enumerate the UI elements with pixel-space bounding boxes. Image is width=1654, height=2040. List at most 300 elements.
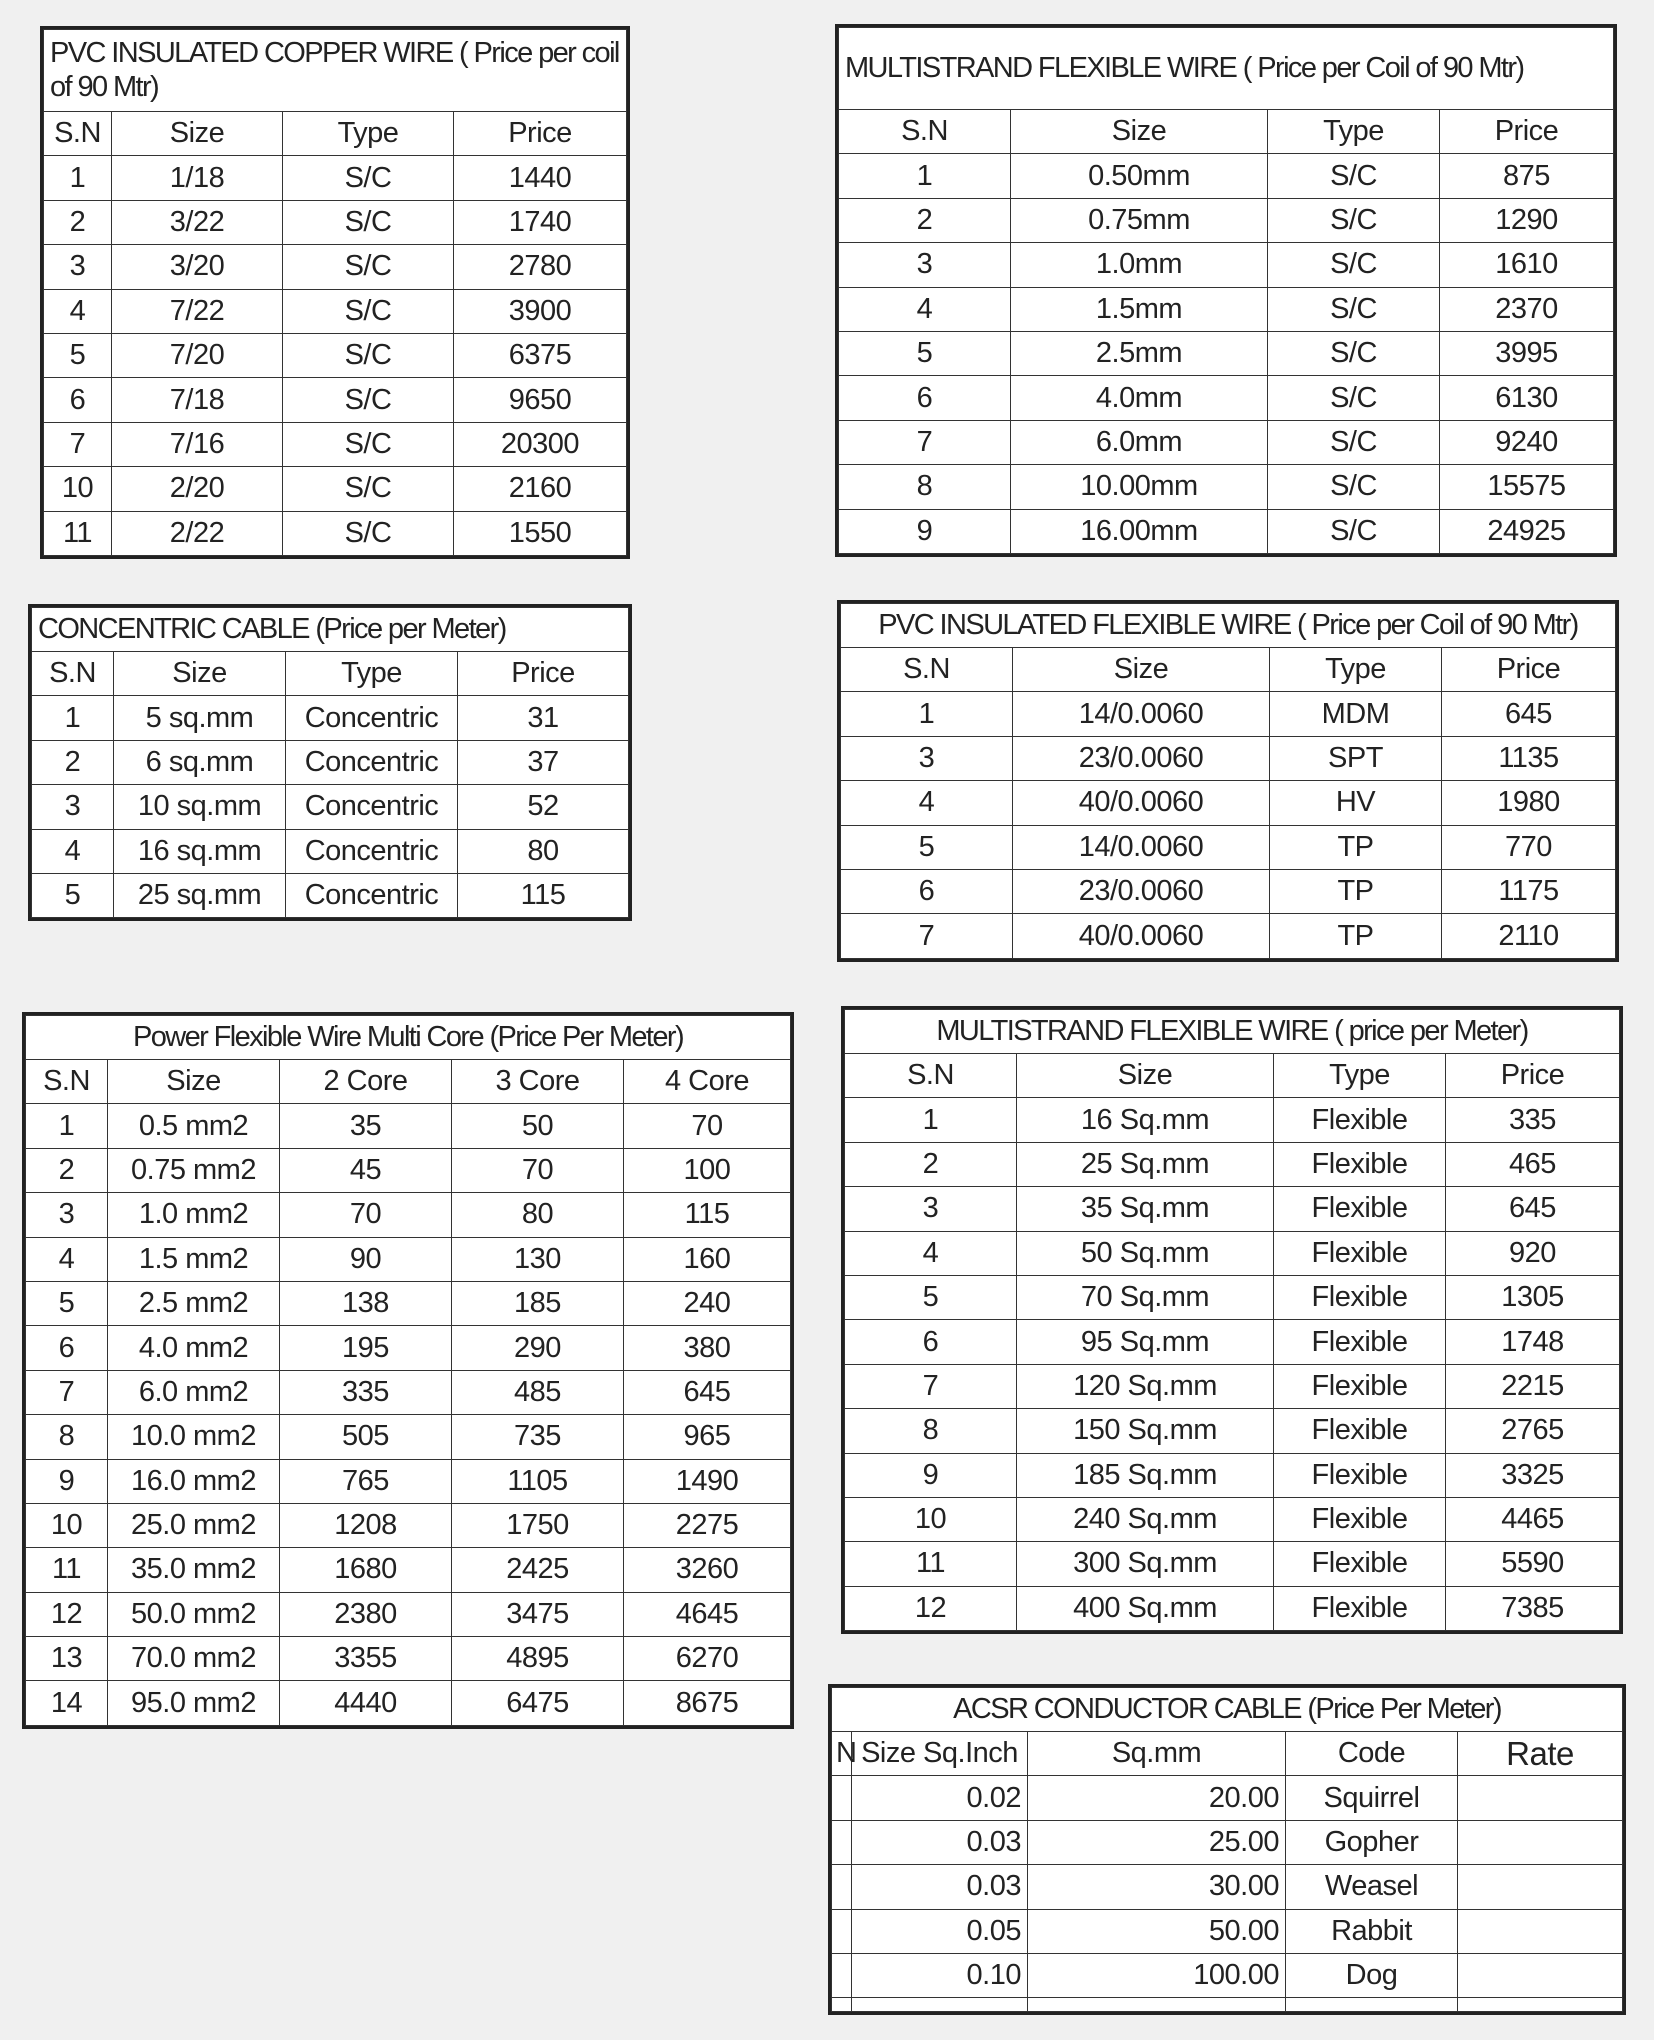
table-cell: 5 [841, 825, 1013, 869]
table-cell: 4 [44, 289, 112, 333]
table-row [845, 1142, 1620, 1186]
table-cell: 6270 [624, 1637, 791, 1681]
table-cell: 10 [845, 1497, 1017, 1541]
table-cell: 0.03 [852, 1865, 1028, 1909]
table-title-row [32, 608, 629, 652]
table-cell [832, 1865, 852, 1909]
table-cell: 5 [845, 1275, 1017, 1319]
table-cell: 31 [458, 696, 629, 740]
table-row [845, 1320, 1620, 1364]
table-cell: 1208 [280, 1503, 452, 1547]
table-row [44, 467, 627, 511]
table-cell [1458, 1776, 1623, 1820]
table-cell: 4 [839, 287, 1011, 331]
table-title-row [26, 1016, 791, 1060]
pvc-flexible-wire-table [837, 600, 1619, 962]
table-cell: 2 [845, 1142, 1017, 1186]
table-cell: 4 [841, 781, 1013, 825]
table-row [832, 1998, 1623, 2012]
table-cell: Flexible [1274, 1320, 1446, 1364]
table-cell: 4.0 mm2 [108, 1326, 280, 1370]
table-cell: 875 [1440, 154, 1614, 198]
table-cell: Flexible [1274, 1409, 1446, 1453]
column-header: S.N [44, 112, 112, 156]
column-header: S.N [839, 110, 1011, 154]
table-title: ACSR CONDUCTOR CABLE (Price Per Meter) [832, 1688, 1623, 1732]
table-cell: 1440 [454, 156, 627, 200]
table-cell: S/C [1268, 287, 1440, 331]
table-cell: 16.00mm [1011, 509, 1268, 553]
acsr-conductor-table [828, 1684, 1626, 2015]
table-row [26, 1592, 791, 1636]
table-header-row [44, 112, 627, 156]
table-header-row [845, 1054, 1620, 1098]
table-cell: 15575 [1440, 465, 1614, 509]
table-cell: 14/0.0060 [1013, 692, 1270, 736]
table-cell: 2160 [454, 467, 627, 511]
table-cell: 8 [26, 1415, 108, 1459]
table-cell: S/C [1268, 154, 1440, 198]
table-cell: 23/0.0060 [1013, 736, 1270, 780]
table-cell: 37 [458, 740, 629, 784]
column-header: Size Sq.Inch [852, 1732, 1028, 1776]
table-cell: 11 [44, 511, 112, 555]
table-cell: 2/20 [112, 467, 283, 511]
table-cell: 185 [452, 1281, 624, 1325]
table-cell: 3475 [452, 1592, 624, 1636]
table-cell: S/C [283, 156, 454, 200]
table-cell: 70 [624, 1104, 791, 1148]
table-cell: 4645 [624, 1592, 791, 1636]
table-cell: 7 [26, 1370, 108, 1414]
table-row [26, 1237, 791, 1281]
table-cell: 14 [26, 1681, 108, 1725]
table-cell: S/C [1268, 243, 1440, 287]
table-cell: 645 [624, 1370, 791, 1414]
table-row [841, 736, 1616, 780]
table-cell: 70 Sq.mm [1017, 1275, 1274, 1319]
table-title-row [839, 28, 1614, 110]
table-cell: 9650 [454, 378, 627, 422]
pvc-copper-wire-table [40, 26, 630, 559]
table-cell: 50.0 mm2 [108, 1592, 280, 1636]
table-row [845, 1586, 1620, 1630]
table-cell: 7 [845, 1364, 1017, 1408]
column-header: S.N [841, 648, 1013, 692]
table-cell: 130 [452, 1237, 624, 1281]
table-cell [1458, 1998, 1623, 2012]
table-cell: 1980 [1442, 781, 1616, 825]
table-cell: Flexible [1274, 1497, 1446, 1541]
table-row [44, 378, 627, 422]
table-row [44, 289, 627, 333]
table-row [845, 1542, 1620, 1586]
column-header: S.N [32, 652, 114, 696]
table-cell: 12 [26, 1592, 108, 1636]
table-row [44, 200, 627, 244]
column-header: Type [1268, 110, 1440, 154]
table-row [26, 1415, 791, 1459]
table-cell: 7 [44, 422, 112, 466]
table-row [32, 829, 629, 873]
multistrand-meter-grid [844, 1009, 1620, 1631]
table-cell: 8675 [624, 1681, 791, 1725]
table-cell: 8 [845, 1409, 1017, 1453]
power-multicore-grid [25, 1015, 791, 1726]
table-row [839, 198, 1614, 242]
table-cell: 1 [32, 696, 114, 740]
table-row [32, 696, 629, 740]
table-cell: TP [1270, 869, 1442, 913]
table-cell: 0.02 [852, 1776, 1028, 1820]
table-row [841, 914, 1616, 958]
table-cell: S/C [1268, 331, 1440, 375]
table-cell: 80 [452, 1193, 624, 1237]
table-cell: MDM [1270, 692, 1442, 736]
table-row [839, 420, 1614, 464]
table-cell: 2765 [1446, 1409, 1620, 1453]
table-cell: 4465 [1446, 1497, 1620, 1541]
table-cell: 5 [26, 1281, 108, 1325]
table-cell: 6 [839, 376, 1011, 420]
table-title-row [44, 30, 627, 112]
table-cell: 2.5mm [1011, 331, 1268, 375]
table-cell: 3 [26, 1193, 108, 1237]
table-cell: 7/22 [112, 289, 283, 333]
table-cell: 1 [839, 154, 1011, 198]
column-header: S.N [845, 1054, 1017, 1098]
column-header: Type [1270, 648, 1442, 692]
table-cell: Weasel [1286, 1865, 1458, 1909]
table-row [841, 781, 1616, 825]
table-cell: Flexible [1274, 1364, 1446, 1408]
table-cell: 12 [845, 1586, 1017, 1630]
table-cell [832, 1776, 852, 1820]
table-cell: 150 Sq.mm [1017, 1409, 1274, 1453]
concentric-cable-grid [31, 607, 629, 918]
table-cell: 4.0mm [1011, 376, 1268, 420]
table-title: Power Flexible Wire Multi Core (Price Per Meter) [26, 1016, 791, 1060]
table-cell: 10 [26, 1503, 108, 1547]
table-cell: 335 [280, 1370, 452, 1414]
table-cell: 25.0 mm2 [108, 1503, 280, 1547]
table-cell: 70 [280, 1193, 452, 1237]
table-cell: 9 [845, 1453, 1017, 1497]
table-cell: 20.00 [1028, 1776, 1286, 1820]
table-cell: 35 Sq.mm [1017, 1187, 1274, 1231]
table-header-row [32, 652, 629, 696]
table-cell: 2 [32, 740, 114, 784]
column-header: Size [1011, 110, 1268, 154]
table-cell: SPT [1270, 736, 1442, 780]
table-cell: Rabbit [1286, 1909, 1458, 1953]
table-cell: 25 sq.mm [114, 873, 286, 917]
table-title: PVC INSULATED FLEXIBLE WIRE ( Price per Coil of 90 Mtr) [841, 604, 1616, 648]
column-header: Price [1446, 1054, 1620, 1098]
multistrand-coil-table [835, 24, 1617, 557]
table-row [845, 1364, 1620, 1408]
column-header: Sq.mm [1028, 1732, 1286, 1776]
table-cell [852, 1998, 1028, 2012]
table-cell: 1 [841, 692, 1013, 736]
table-cell: 35.0 mm2 [108, 1548, 280, 1592]
table-row [832, 1865, 1623, 1909]
table-cell: 8 [839, 465, 1011, 509]
pvc-copper-wire-grid [43, 29, 627, 556]
table-cell: 50 Sq.mm [1017, 1231, 1274, 1275]
table-cell: S/C [283, 289, 454, 333]
table-cell: 0.75mm [1011, 198, 1268, 242]
table-row [44, 245, 627, 289]
column-header: Type [286, 652, 458, 696]
table-cell: 2 [44, 200, 112, 244]
table-cell: 1 [44, 156, 112, 200]
table-cell: 1550 [454, 511, 627, 555]
table-row [841, 825, 1616, 869]
table-row [26, 1148, 791, 1192]
table-cell: 35 [280, 1104, 452, 1148]
table-cell: 70.0 mm2 [108, 1637, 280, 1681]
table-cell: 7/20 [112, 333, 283, 377]
table-cell: 240 [624, 1281, 791, 1325]
table-cell: 2275 [624, 1503, 791, 1547]
table-cell: 485 [452, 1370, 624, 1414]
table-cell: 160 [624, 1237, 791, 1281]
table-cell: 185 Sq.mm [1017, 1453, 1274, 1497]
table-cell: 2 [839, 198, 1011, 242]
table-row [839, 465, 1614, 509]
table-cell [1458, 1953, 1623, 1997]
table-row [839, 154, 1614, 198]
table-cell: 465 [1446, 1142, 1620, 1186]
table-cell: 11 [845, 1542, 1017, 1586]
table-cell: 6 [841, 869, 1013, 913]
table-cell: 4 [26, 1237, 108, 1281]
table-cell [1028, 1998, 1286, 2012]
table-cell: 11 [26, 1548, 108, 1592]
table-row [44, 511, 627, 555]
column-header: Type [283, 112, 454, 156]
table-cell: Concentric [286, 829, 458, 873]
table-title: CONCENTRIC CABLE (Price per Meter) [32, 608, 629, 652]
multistrand-coil-grid [838, 27, 1614, 554]
table-cell: Flexible [1274, 1275, 1446, 1319]
table-cell: 6 [44, 378, 112, 422]
table-title: MULTISTRAND FLEXIBLE WIRE ( Price per Coil of 90 Mtr) [839, 28, 1614, 110]
table-cell: 3325 [1446, 1453, 1620, 1497]
table-title-row [845, 1010, 1620, 1054]
table-cell: 3355 [280, 1637, 452, 1681]
table-row [832, 1776, 1623, 1820]
table-cell: S/C [1268, 509, 1440, 553]
table-cell: 2380 [280, 1592, 452, 1636]
table-cell: S/C [283, 333, 454, 377]
table-row [26, 1193, 791, 1237]
table-cell [832, 1998, 852, 2012]
table-cell: 6475 [452, 1681, 624, 1725]
table-row [839, 243, 1614, 287]
table-cell: 1.0mm [1011, 243, 1268, 287]
table-cell: S/C [1268, 376, 1440, 420]
table-cell: 0.50mm [1011, 154, 1268, 198]
table-header-row [841, 648, 1616, 692]
table-cell: 16 sq.mm [114, 829, 286, 873]
table-cell: Flexible [1274, 1542, 1446, 1586]
table-row [839, 509, 1614, 553]
column-header: Size [114, 652, 286, 696]
table-row [26, 1281, 791, 1325]
table-cell: 2425 [452, 1548, 624, 1592]
column-header: Price [458, 652, 629, 696]
table-cell: Concentric [286, 740, 458, 784]
table-cell: 505 [280, 1415, 452, 1459]
table-cell: 120 Sq.mm [1017, 1364, 1274, 1408]
table-cell: 23/0.0060 [1013, 869, 1270, 913]
table-cell: 1135 [1442, 736, 1616, 780]
table-cell: 1105 [452, 1459, 624, 1503]
table-cell: 9240 [1440, 420, 1614, 464]
table-cell: S/C [283, 378, 454, 422]
table-cell: 25 Sq.mm [1017, 1142, 1274, 1186]
table-cell: 6.0 mm2 [108, 1370, 280, 1414]
table-cell [1458, 1820, 1623, 1864]
column-header: Size [1017, 1054, 1274, 1098]
table-row [845, 1231, 1620, 1275]
power-multicore-table [22, 1012, 794, 1729]
table-cell [832, 1953, 852, 1997]
column-header: Type [1274, 1054, 1446, 1098]
table-cell: 0.10 [852, 1953, 1028, 1997]
table-cell: 1/18 [112, 156, 283, 200]
table-cell: 6 sq.mm [114, 740, 286, 784]
column-header: Size [1013, 648, 1270, 692]
table-row [832, 1909, 1623, 1953]
table-cell: 0.03 [852, 1820, 1028, 1864]
table-cell: S/C [1268, 198, 1440, 242]
table-cell [1458, 1865, 1623, 1909]
table-cell: 45 [280, 1148, 452, 1192]
table-row [845, 1098, 1620, 1142]
column-header: Price [454, 112, 627, 156]
table-header-row [26, 1060, 791, 1104]
table-cell: 16.0 mm2 [108, 1459, 280, 1503]
table-row [26, 1326, 791, 1370]
table-cell: 1490 [624, 1459, 791, 1503]
table-cell: 3 [845, 1187, 1017, 1231]
table-cell: 5590 [1446, 1542, 1620, 1586]
table-cell: 2.5 mm2 [108, 1281, 280, 1325]
table-cell [1286, 1998, 1458, 2012]
table-row [839, 287, 1614, 331]
table-cell: 6.0mm [1011, 420, 1268, 464]
column-header: S.N [26, 1060, 108, 1104]
table-cell: 70 [452, 1148, 624, 1192]
table-cell: 3 [44, 245, 112, 289]
column-header: 3 Core [452, 1060, 624, 1104]
table-cell: 3995 [1440, 331, 1614, 375]
table-cell: 14/0.0060 [1013, 825, 1270, 869]
column-header: N [832, 1732, 852, 1776]
table-row [832, 1953, 1623, 1997]
table-cell: 2/22 [112, 511, 283, 555]
table-cell: S/C [283, 422, 454, 466]
table-cell: 9 [839, 509, 1011, 553]
table-cell: 3900 [454, 289, 627, 333]
table-cell: 400 Sq.mm [1017, 1586, 1274, 1630]
table-cell: Flexible [1274, 1187, 1446, 1231]
table-cell: 1.0 mm2 [108, 1193, 280, 1237]
table-cell: 0.5 mm2 [108, 1104, 280, 1148]
table-header-row [832, 1732, 1623, 1776]
table-cell: 1680 [280, 1548, 452, 1592]
table-cell: 5 [44, 333, 112, 377]
table-cell: 5 sq.mm [114, 696, 286, 740]
table-cell: 3 [841, 736, 1013, 780]
table-cell: 3/20 [112, 245, 283, 289]
table-cell [1458, 1909, 1623, 1953]
table-cell: 3260 [624, 1548, 791, 1592]
table-cell: 290 [452, 1326, 624, 1370]
table-cell: 20300 [454, 422, 627, 466]
table-cell: Dog [1286, 1953, 1458, 1997]
table-cell: 1610 [1440, 243, 1614, 287]
table-row [839, 376, 1614, 420]
table-cell: 7 [839, 420, 1011, 464]
table-cell: 115 [624, 1193, 791, 1237]
table-row [44, 422, 627, 466]
table-cell: 920 [1446, 1231, 1620, 1275]
table-cell: Gopher [1286, 1820, 1458, 1864]
table-cell: 95 Sq.mm [1017, 1320, 1274, 1364]
table-cell: 240 Sq.mm [1017, 1497, 1274, 1541]
table-cell: 380 [624, 1326, 791, 1370]
table-cell: 6 [845, 1320, 1017, 1364]
table-cell: Concentric [286, 873, 458, 917]
table-row [44, 333, 627, 377]
table-cell: S/C [283, 511, 454, 555]
table-cell: 7 [841, 914, 1013, 958]
table-row [845, 1187, 1620, 1231]
table-cell: 3 [32, 785, 114, 829]
table-cell: S/C [1268, 465, 1440, 509]
table-cell: 7/18 [112, 378, 283, 422]
table-cell: 1748 [1446, 1320, 1620, 1364]
table-cell: 24925 [1440, 509, 1614, 553]
table-cell: 3/22 [112, 200, 283, 244]
table-cell: 30.00 [1028, 1865, 1286, 1909]
table-cell: 40/0.0060 [1013, 914, 1270, 958]
table-cell: HV [1270, 781, 1442, 825]
table-cell: Concentric [286, 696, 458, 740]
table-header-row [839, 110, 1614, 154]
table-cell: 2370 [1440, 287, 1614, 331]
table-cell: 7385 [1446, 1586, 1620, 1630]
table-row [26, 1370, 791, 1414]
table-cell: Flexible [1274, 1098, 1446, 1142]
table-cell: 80 [458, 829, 629, 873]
column-header: Code [1286, 1732, 1458, 1776]
table-cell: 5 [839, 331, 1011, 375]
table-cell: 50.00 [1028, 1909, 1286, 1953]
table-cell: 9 [26, 1459, 108, 1503]
table-title: MULTISTRAND FLEXIBLE WIRE ( price per Meter) [845, 1010, 1620, 1054]
table-cell: S/C [1268, 420, 1440, 464]
table-cell [832, 1820, 852, 1864]
table-row [845, 1453, 1620, 1497]
table-cell: TP [1270, 825, 1442, 869]
table-cell: 3 [839, 243, 1011, 287]
table-cell: 335 [1446, 1098, 1620, 1142]
